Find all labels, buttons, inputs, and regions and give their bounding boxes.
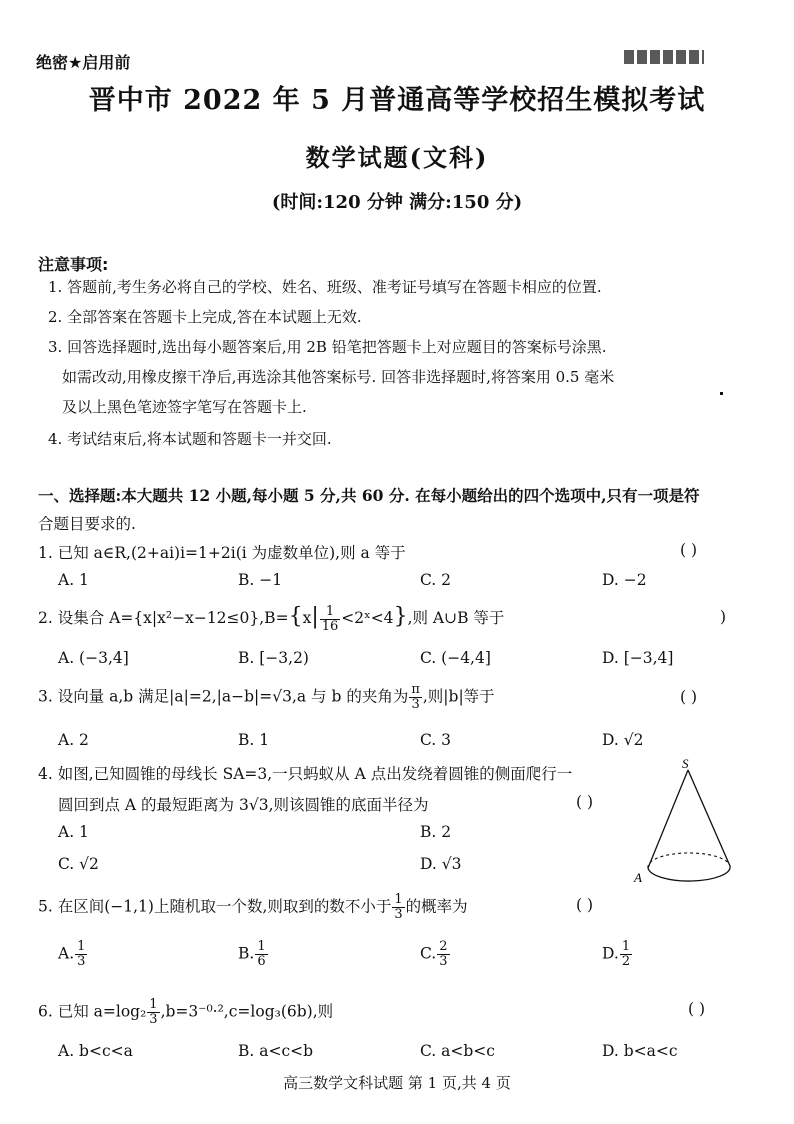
fraction-den: 2 [621, 954, 631, 969]
option-a: A. 2 [58, 731, 89, 749]
option-d: D. √2 [602, 731, 644, 749]
fraction-num: 1 [77, 939, 86, 954]
section-heading: 一、选择题:本大题共 12 小题,每小题 5 分,共 60 分. 在每小题给出的四个选项中,只有一项是符 [38, 486, 700, 505]
question-4-stem: 4. 如图,已知圆锥的母线长 SA=3,一只蚂蚁从 A 点出发绕着圆锥的侧面爬行一 [38, 765, 573, 783]
answer-paren: ( ) [680, 688, 698, 706]
corner-stamp [624, 50, 704, 64]
option-d: D. −2 [602, 571, 647, 589]
fraction [620, 940, 632, 969]
option-b: B. 1 [238, 731, 270, 749]
brace-left: { [288, 604, 303, 629]
fraction-num: 1 [320, 605, 341, 620]
fraction-num: 1 [149, 997, 158, 1012]
notice-item: 及以上黑色笔迹签字笔写在答题卡上. [62, 398, 307, 416]
fraction [255, 940, 267, 969]
fraction-den: 3 [394, 907, 403, 922]
option-c: C. (−4,4] [420, 649, 491, 667]
answer-paren: ( ) [680, 541, 698, 559]
stem-text: ,则|b|等于 [422, 687, 495, 706]
exam-subtitle: 数学试题(文科) [305, 143, 489, 172]
fraction-den: 3 [149, 1012, 158, 1027]
fraction [437, 940, 449, 969]
option-letter: A. [58, 944, 75, 963]
page-footer: 高三数学文科试题 第 1 页,共 4 页 [283, 1074, 511, 1092]
option-letter: D. [602, 944, 619, 963]
option-c: C. 3 [420, 731, 452, 749]
option-a: A. (−3,4] [58, 649, 129, 667]
question-2-stem [38, 604, 504, 634]
fraction-den: 3 [411, 697, 420, 712]
notice-item: 1. 答题前,考生务必将自己的学校、姓名、班级、准考证号填写在答题卡相应的位置. [48, 278, 602, 296]
exam-title: 晋中市 2022 年 5 月普通高等学校招生模拟考试 [88, 85, 706, 116]
stem-text: 5. 在区间(−1,1)上随机取一个数,则取到的数不小于 [38, 897, 392, 916]
notice-heading: 注意事项: [38, 255, 109, 274]
option-d: D. √3 [420, 855, 462, 873]
fraction-num: π [411, 682, 420, 697]
fraction [392, 893, 404, 922]
option-c [420, 940, 451, 969]
answer-paren: ( ) [576, 793, 594, 811]
option-letter: B. [238, 944, 255, 963]
notice-item: 如需改动,用橡皮擦干净后,再选涂其他答案标号. 回答非选择题时,将答案用 0.5 毫米 [62, 368, 615, 386]
option-c: C. 2 [420, 571, 452, 589]
time-info: (时间:120 分钟 满分:150 分) [271, 192, 523, 213]
option-a: A. 1 [58, 571, 89, 589]
cone-label-s: S [682, 758, 689, 771]
fraction-num: 1 [257, 939, 266, 954]
cone-generatrix-left [648, 770, 688, 868]
fraction [147, 998, 159, 1027]
fraction [75, 940, 87, 969]
cone-generatrix-right [688, 770, 730, 866]
fraction-den: 16 [321, 618, 339, 634]
question-6-stem [38, 998, 333, 1027]
option-c: C. a<b<c [420, 1042, 495, 1060]
option-c: C. √2 [58, 855, 99, 873]
answer-paren: ) [720, 608, 727, 626]
fraction-num: 1 [394, 892, 403, 907]
answer-paren: ( ) [576, 896, 594, 914]
notice-item: 4. 考试结束后,将本试题和答题卡一并交回. [48, 430, 332, 448]
stem-text: 6. 已知 a=log₂ [38, 1002, 147, 1021]
question-3-stem [38, 683, 495, 712]
notice-item: 2. 全部答案在答题卡上完成,答在本试题上无效. [48, 308, 362, 326]
ink-dot [720, 392, 723, 395]
fraction-den: 3 [439, 954, 448, 969]
stem-text: 3. 设向量 a,b 满足|a|=2,|a−b|=√3,a 与 b 的夹角为 [38, 687, 409, 706]
cone-figure [628, 758, 758, 898]
set-variable: x [302, 609, 312, 627]
set-bar: | [311, 604, 319, 629]
option-d: D. [−3,4] [602, 649, 674, 667]
option-d: D. b<a<c [602, 1042, 678, 1060]
option-b [238, 940, 269, 969]
stem-text: ,则 A∪B 等于 [407, 609, 505, 627]
set-condition: <2ˣ<4 [341, 609, 394, 627]
option-b: B. [−3,2) [238, 649, 309, 667]
option-letter: C. [420, 944, 437, 963]
fraction-den: 6 [257, 954, 266, 969]
option-b: B. −1 [238, 571, 283, 589]
confidential-label: 绝密★启用前 [36, 53, 131, 72]
answer-paren: ( ) [688, 1000, 706, 1018]
option-a [58, 940, 88, 969]
option-a: A. b<c<a [58, 1042, 133, 1060]
option-a: A. 1 [58, 823, 89, 841]
fraction [320, 605, 341, 634]
stem-text: 的概率为 [405, 897, 468, 916]
fraction-num: 2 [439, 939, 448, 954]
cone-base-front [648, 866, 730, 881]
question-4-stem-cont: 圆回到点 A 的最短距离为 3√3,则该圆锥的底面半径为 [58, 796, 429, 814]
fraction [409, 683, 422, 712]
stem-text: ,b=3⁻⁰·²,c=log₃(6b),则 [160, 1002, 334, 1021]
brace-right: } [393, 604, 408, 629]
option-b: B. 2 [420, 823, 452, 841]
cone-label-a: A [634, 870, 642, 885]
fraction-num: 1 [621, 939, 631, 954]
question-1-stem: 1. 已知 a∈R,(2+ai)i=1+2i(i 为虚数单位),则 a 等于 [38, 544, 406, 562]
fraction-den: 3 [77, 954, 86, 969]
question-5-stem [38, 893, 468, 922]
cone-base-back [648, 853, 730, 868]
option-d [602, 940, 633, 969]
stem-text: 2. 设集合 A={x|x²−x−12≤0},B= [38, 609, 289, 627]
notice-item: 3. 回答选择题时,选出每小题答案后,用 2B 铅笔把答题卡上对应题目的答案标号涂黑. [48, 338, 607, 356]
option-b: B. a<c<b [238, 1042, 314, 1060]
section-heading-cont: 合题目要求的. [38, 515, 136, 533]
